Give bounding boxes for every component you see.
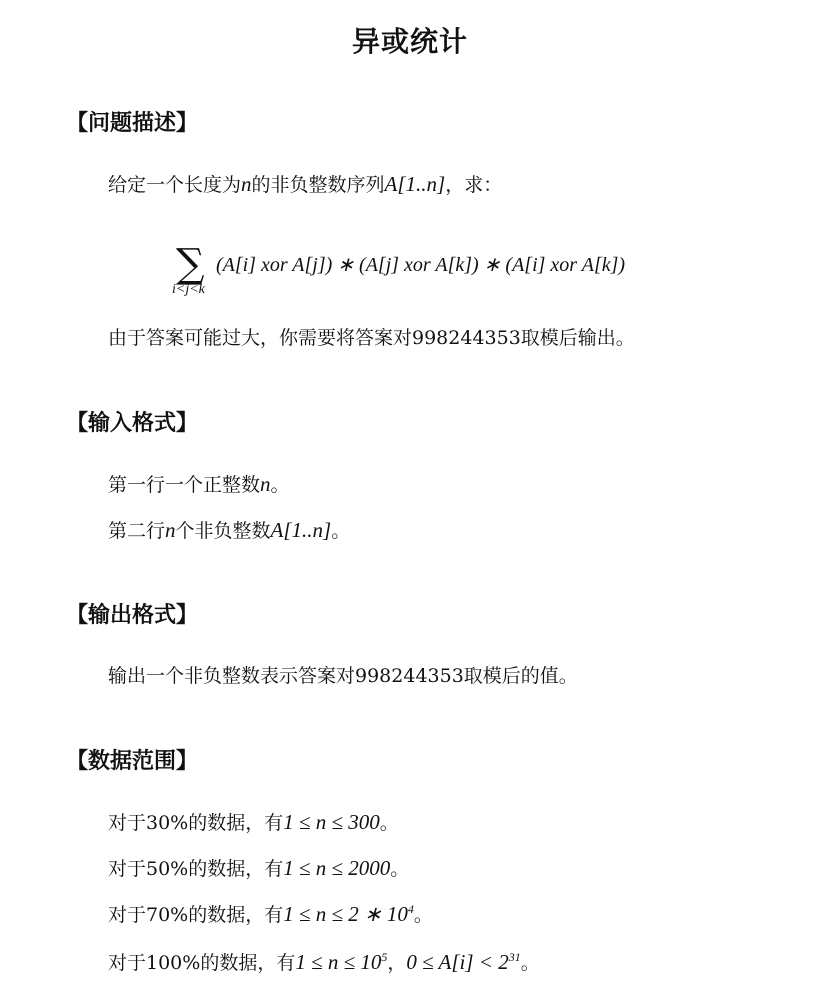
sequence-expr: A[1..n] [270,518,332,542]
section-heading-range: 【数据范围】 [66,749,199,774]
text: 。 [520,952,540,974]
condition: 1 ≤ n ≤ 2000 [283,856,391,880]
text: 对于100%的数据，有 [108,952,296,974]
text: 第二行 [108,520,166,542]
separator: ， [387,952,407,974]
condition-n [295,950,387,974]
condition-base: 1 ≤ n ≤ 10 [295,950,382,974]
range-line-1 [108,808,399,837]
text: 对于50%的数据，有 [108,858,284,880]
text: ，求： [445,174,503,196]
text: 对于70%的数据，有 [108,904,284,926]
text: 个非负整数 [175,520,271,542]
range-line-2 [108,854,409,883]
text: 。 [331,520,351,542]
text: 。 [390,858,410,880]
text: 对于30%的数据，有 [108,812,284,834]
text: 。 [379,812,399,834]
text: 第一行一个正整数 [108,474,261,496]
condition: 1 ≤ n ≤ 300 [283,810,380,834]
sum-formula [172,241,692,304]
sum-symbol: ∑ [176,241,205,287]
text: 的非负整数序列 [251,174,385,196]
var-n: n [241,172,252,196]
var-n: n [260,472,271,496]
text: 。 [413,904,433,926]
page-title: 异或统计 [351,25,468,58]
range-line-4 [108,948,540,977]
range-line-3 [108,900,433,929]
description-line-1 [108,170,502,199]
sum-body: (A[i] xor A[j]) ∗ (A[j] xor A[k]) ∗ (A[i] xor A[k]) [216,254,626,276]
condition-base: 0 ≤ A[i] < 2 [406,950,509,974]
sequence-expr: A[1..n] [384,172,446,196]
sum-subscript: i<j<k [172,282,205,297]
exponent: 5 [381,950,388,964]
text: 。 [270,474,290,496]
text: 给定一个长度为 [108,174,242,196]
description-line-2: 由于答案可能过大，你需要将答案对998244353取模后输出。 [108,327,635,349]
section-heading-input: 【输入格式】 [66,411,199,436]
input-line-2 [108,516,350,545]
exponent: 31 [508,950,521,964]
exponent: 4 [407,902,414,916]
condition-a [406,950,520,974]
condition [283,902,414,926]
section-heading-description: 【问题描述】 [66,111,199,136]
condition-base: 1 ≤ n ≤ 2 ∗ 10 [283,902,408,926]
input-line-1 [108,470,290,499]
var-n: n [165,518,176,542]
output-line-1: 输出一个非负整数表示答案对998244353取模后的值。 [108,665,578,687]
section-heading-output: 【输出格式】 [66,603,199,628]
